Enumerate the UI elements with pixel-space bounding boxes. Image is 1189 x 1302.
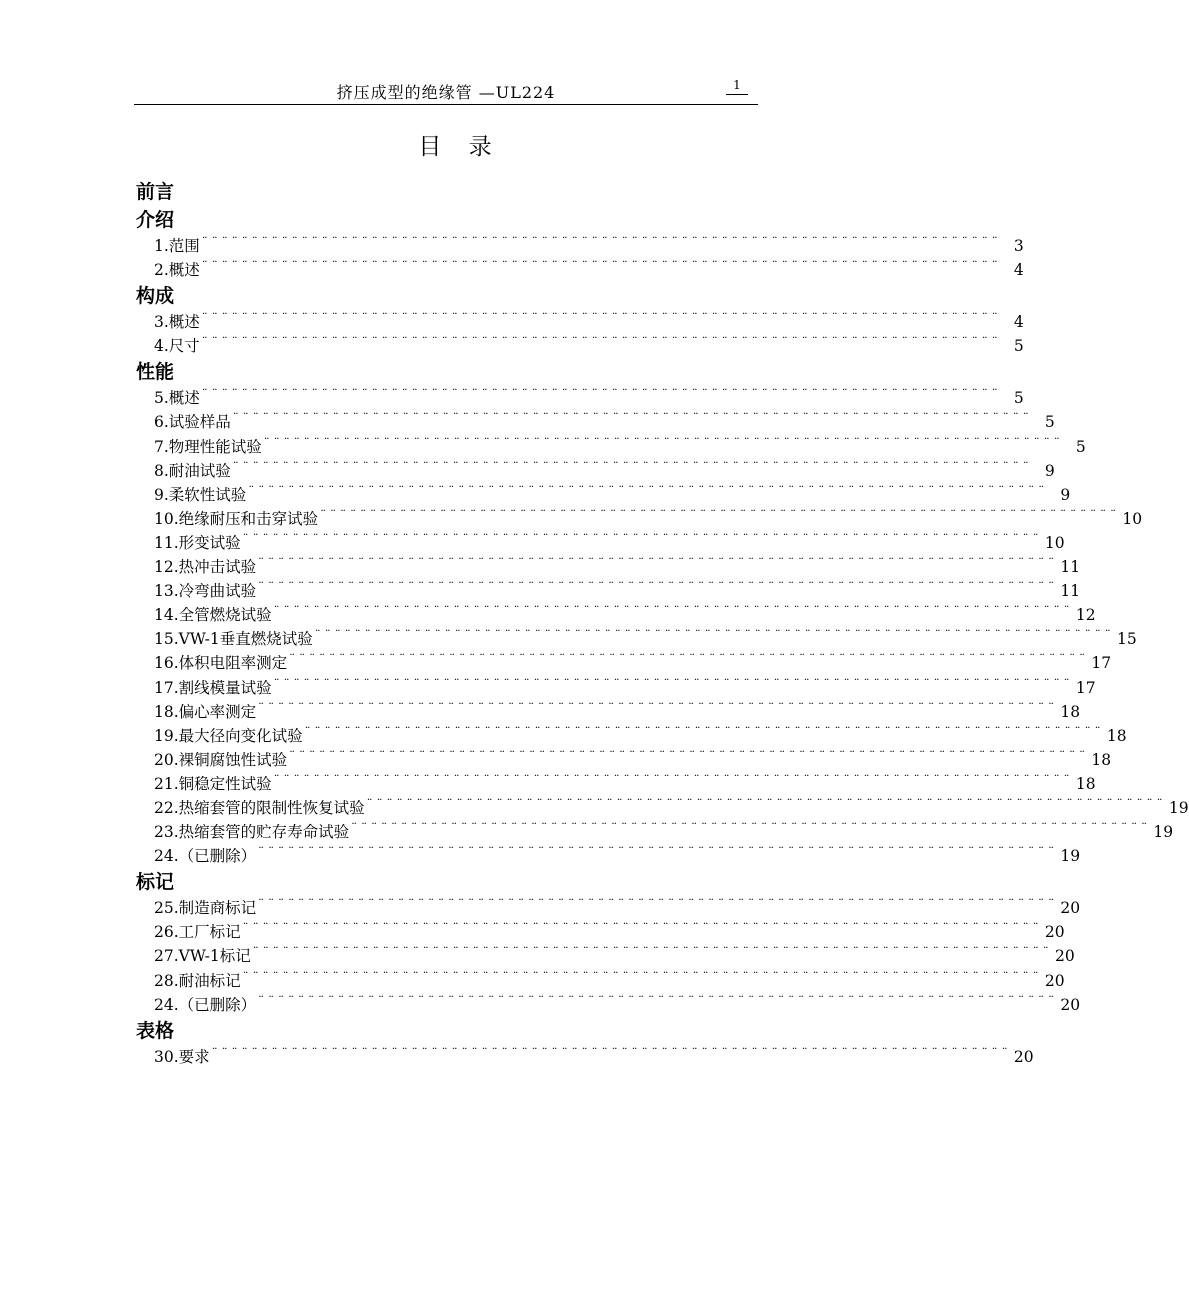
toc-entry-page: 18 (1106, 726, 1127, 745)
toc-entry-label: 9.柔软性试验 (154, 485, 247, 504)
dot-leader: ¨¨¨¨¨¨¨¨¨¨¨¨¨¨¨¨¨¨¨¨¨¨¨¨¨¨¨¨¨¨¨¨¨¨¨¨¨¨¨¨¨¨¨¨¨¨¨¨¨¨¨¨¨¨¨¨¨¨¨¨¨¨¨¨¨¨¨¨¨¨¨¨¨¨¨¨¨¨¨¨ (201, 259, 1002, 274)
dot-leader: ¨¨¨¨¨¨¨¨¨¨¨¨¨¨¨¨¨¨¨¨¨¨¨¨¨¨¨¨¨¨¨¨¨¨¨¨¨¨¨¨¨¨¨¨¨¨¨¨¨¨¨¨¨¨¨¨¨¨¨¨¨¨¨¨¨¨¨¨¨¨¨¨¨¨¨¨¨¨¨¨ (232, 411, 1033, 426)
toc-entry-page: 11 (1060, 558, 1081, 577)
toc-entry-page: 17 (1075, 678, 1096, 697)
toc-entry-page: 5 (1075, 437, 1086, 456)
dot-leader: ¨¨¨¨¨¨¨¨¨¨¨¨¨¨¨¨¨¨¨¨¨¨¨¨¨¨¨¨¨¨¨¨¨¨¨¨¨¨¨¨¨¨¨¨¨¨¨¨¨¨¨¨¨¨¨¨¨¨¨¨¨¨¨¨¨¨¨¨¨¨¨¨¨¨¨¨¨¨¨¨ (289, 748, 1090, 763)
toc-entry-page: 18 (1075, 774, 1096, 793)
toc-entry-label: 25.制造商标记 (154, 899, 257, 918)
toc-entry-page: 19 (1060, 847, 1081, 866)
page-header (134, 78, 758, 105)
toc-entry-label: 3.概述 (154, 313, 200, 332)
table-of-contents (136, 178, 1189, 1069)
toc-entry-page: 17 (1091, 654, 1112, 673)
toc-entry-label: 22.热缩套管的限制性恢复试验 (154, 798, 365, 817)
toc-entry[interactable] (136, 334, 1024, 358)
toc-entry-page: 10 (1122, 509, 1143, 528)
toc-entry-label: 28.耐油标记 (154, 971, 241, 990)
toc-entry-page: 15 (1117, 630, 1137, 649)
toc-entry-label: 12.热冲击试验 (154, 558, 257, 577)
dot-leader: ¨¨¨¨¨¨¨¨¨¨¨¨¨¨¨¨¨¨¨¨¨¨¨¨¨¨¨¨¨¨¨¨¨¨¨¨¨¨¨¨¨¨¨¨¨¨¨¨¨¨¨¨¨¨¨¨¨¨¨¨¨¨¨¨¨¨¨¨¨¨¨¨¨¨¨¨¨¨¨¨ (273, 604, 1074, 619)
dot-leader: ¨¨¨¨¨¨¨¨¨¨¨¨¨¨¨¨¨¨¨¨¨¨¨¨¨¨¨¨¨¨¨¨¨¨¨¨¨¨¨¨¨¨¨¨¨¨¨¨¨¨¨¨¨¨¨¨¨¨¨¨¨¨¨¨¨¨¨¨¨¨¨¨¨¨¨¨¨¨¨¨ (366, 796, 1167, 811)
dot-leader: ¨¨¨¨¨¨¨¨¨¨¨¨¨¨¨¨¨¨¨¨¨¨¨¨¨¨¨¨¨¨¨¨¨¨¨¨¨¨¨¨¨¨¨¨¨¨¨¨¨¨¨¨¨¨¨¨¨¨¨¨¨¨¨¨¨¨¨¨¨¨¨¨¨¨¨¨¨¨¨¨ (314, 628, 1115, 643)
dot-leader: ¨¨¨¨¨¨¨¨¨¨¨¨¨¨¨¨¨¨¨¨¨¨¨¨¨¨¨¨¨¨¨¨¨¨¨¨¨¨¨¨¨¨¨¨¨¨¨¨¨¨¨¨¨¨¨¨¨¨¨¨¨¨¨¨¨¨¨¨¨¨¨¨¨¨¨¨¨¨¨¨ (289, 652, 1090, 667)
toc-entry[interactable] (136, 1045, 1034, 1069)
toc-entry[interactable] (136, 844, 1081, 868)
header-page-number: 1 (726, 78, 748, 95)
dot-leader: ¨¨¨¨¨¨¨¨¨¨¨¨¨¨¨¨¨¨¨¨¨¨¨¨¨¨¨¨¨¨¨¨¨¨¨¨¨¨¨¨¨¨¨¨¨¨¨¨¨¨¨¨¨¨¨¨¨¨¨¨¨¨¨¨¨¨¨¨¨¨¨¨¨¨¨¨¨¨¨¨ (248, 483, 1049, 498)
toc-entry-page: 5 (1013, 389, 1024, 408)
toc-entry-page: 18 (1091, 750, 1112, 769)
dot-leader: ¨¨¨¨¨¨¨¨¨¨¨¨¨¨¨¨¨¨¨¨¨¨¨¨¨¨¨¨¨¨¨¨¨¨¨¨¨¨¨¨¨¨¨¨¨¨¨¨¨¨¨¨¨¨¨¨¨¨¨¨¨¨¨¨¨¨¨¨¨¨¨¨¨¨¨¨¨¨¨¨ (273, 676, 1074, 691)
toc-entry-label: 15.VW-1垂直燃烧试验 (154, 630, 313, 649)
section-heading: 前言 (136, 181, 175, 203)
toc-entry-page: 10 (1044, 533, 1065, 552)
toc-entry-label: 13.冷弯曲试验 (154, 582, 257, 601)
toc-entry-page: 3 (1013, 237, 1024, 255)
toc-entry[interactable] (136, 258, 1024, 282)
toc-entry-label: 19.最大径向变化试验 (154, 726, 303, 745)
toc-entry-label: 7.物理性能试验 (154, 437, 262, 456)
toc-entry-label: 17.割线模量试验 (154, 678, 272, 697)
toc-entry-page: 20 (1055, 947, 1075, 966)
dot-leader: ¨¨¨¨¨¨¨¨¨¨¨¨¨¨¨¨¨¨¨¨¨¨¨¨¨¨¨¨¨¨¨¨¨¨¨¨¨¨¨¨¨¨¨¨¨¨¨¨¨¨¨¨¨¨¨¨¨¨¨¨¨¨¨¨¨¨¨¨¨¨¨¨¨¨¨¨¨¨¨¨ (201, 335, 1002, 350)
dot-leader: ¨¨¨¨¨¨¨¨¨¨¨¨¨¨¨¨¨¨¨¨¨¨¨¨¨¨¨¨¨¨¨¨¨¨¨¨¨¨¨¨¨¨¨¨¨¨¨¨¨¨¨¨¨¨¨¨¨¨¨¨¨¨¨¨¨¨¨¨¨¨¨¨¨¨¨¨¨¨¨¨ (258, 700, 1059, 715)
toc-entry-label: 27.VW-1标记 (154, 947, 251, 966)
toc-entry-page: 19 (1153, 823, 1174, 842)
dot-leader: ¨¨¨¨¨¨¨¨¨¨¨¨¨¨¨¨¨¨¨¨¨¨¨¨¨¨¨¨¨¨¨¨¨¨¨¨¨¨¨¨¨¨¨¨¨¨¨¨¨¨¨¨¨¨¨¨¨¨¨¨¨¨¨¨¨¨¨¨¨¨¨¨¨¨¨¨¨¨¨¨ (201, 235, 1002, 249)
toc-entry-page: 11 (1060, 582, 1081, 601)
toc-entry-label: 11.形变试验 (154, 533, 241, 552)
toc-entry-page: 20 (1044, 971, 1065, 990)
dot-leader: ¨¨¨¨¨¨¨¨¨¨¨¨¨¨¨¨¨¨¨¨¨¨¨¨¨¨¨¨¨¨¨¨¨¨¨¨¨¨¨¨¨¨¨¨¨¨¨¨¨¨¨¨¨¨¨¨¨¨¨¨¨¨¨¨¨¨¨¨¨¨¨¨¨¨¨¨¨¨¨¨ (242, 531, 1043, 546)
toc-entry-label: 24.（已删除） (154, 847, 257, 866)
dot-leader: ¨¨¨¨¨¨¨¨¨¨¨¨¨¨¨¨¨¨¨¨¨¨¨¨¨¨¨¨¨¨¨¨¨¨¨¨¨¨¨¨¨¨¨¨¨¨¨¨¨¨¨¨¨¨¨¨¨¨¨¨¨¨¨¨¨¨¨¨¨¨¨¨¨¨¨¨¨¨¨¨ (258, 580, 1059, 595)
toc-entry-page: 5 (1013, 337, 1024, 356)
dot-leader: ¨¨¨¨¨¨¨¨¨¨¨¨¨¨¨¨¨¨¨¨¨¨¨¨¨¨¨¨¨¨¨¨¨¨¨¨¨¨¨¨¨¨¨¨¨¨¨¨¨¨¨¨¨¨¨¨¨¨¨¨¨¨¨¨¨¨¨¨¨¨¨¨¨¨¨¨¨¨¨¨ (273, 772, 1074, 787)
dot-leader: ¨¨¨¨¨¨¨¨¨¨¨¨¨¨¨¨¨¨¨¨¨¨¨¨¨¨¨¨¨¨¨¨¨¨¨¨¨¨¨¨¨¨¨¨¨¨¨¨¨¨¨¨¨¨¨¨¨¨¨¨¨¨¨¨¨¨¨¨¨¨¨¨¨¨¨¨¨¨¨¨ (242, 969, 1043, 984)
dot-leader: ¨¨¨¨¨¨¨¨¨¨¨¨¨¨¨¨¨¨¨¨¨¨¨¨¨¨¨¨¨¨¨¨¨¨¨¨¨¨¨¨¨¨¨¨¨¨¨¨¨¨¨¨¨¨¨¨¨¨¨¨¨¨¨¨¨¨¨¨¨¨¨¨¨¨¨¨¨¨¨¨ (201, 387, 1002, 402)
toc-entry-page: 12 (1075, 606, 1096, 625)
dot-leader: ¨¨¨¨¨¨¨¨¨¨¨¨¨¨¨¨¨¨¨¨¨¨¨¨¨¨¨¨¨¨¨¨¨¨¨¨¨¨¨¨¨¨¨¨¨¨¨¨¨¨¨¨¨¨¨¨¨¨¨¨¨¨¨¨¨¨¨¨¨¨¨¨¨¨¨¨¨¨¨¨ (258, 897, 1059, 912)
toc-entry-label: 2.概述 (154, 261, 200, 280)
dot-leader: ¨¨¨¨¨¨¨¨¨¨¨¨¨¨¨¨¨¨¨¨¨¨¨¨¨¨¨¨¨¨¨¨¨¨¨¨¨¨¨¨¨¨¨¨¨¨¨¨¨¨¨¨¨¨¨¨¨¨¨¨¨¨¨¨¨¨¨¨¨¨¨¨¨¨¨¨¨¨¨¨ (258, 556, 1059, 571)
toc-title: 目 录 (418, 134, 502, 160)
toc-entry-page: 20 (1044, 923, 1065, 942)
toc-entry-page: 9 (1044, 461, 1055, 480)
dot-leader: ¨¨¨¨¨¨¨¨¨¨¨¨¨¨¨¨¨¨¨¨¨¨¨¨¨¨¨¨¨¨¨¨¨¨¨¨¨¨¨¨¨¨¨¨¨¨¨¨¨¨¨¨¨¨¨¨¨¨¨¨¨¨¨¨¨¨¨¨¨¨¨¨¨¨¨¨¨¨¨¨ (304, 724, 1105, 739)
toc-entry[interactable] (136, 993, 1081, 1017)
toc-entry-label: 23.热缩套管的贮存寿命试验 (154, 823, 350, 842)
dot-leader: ¨¨¨¨¨¨¨¨¨¨¨¨¨¨¨¨¨¨¨¨¨¨¨¨¨¨¨¨¨¨¨¨¨¨¨¨¨¨¨¨¨¨¨¨¨¨¨¨¨¨¨¨¨¨¨¨¨¨¨¨¨¨¨¨¨¨¨¨¨¨¨¨¨¨¨¨¨¨¨¨ (258, 845, 1059, 860)
toc-entry-label: 5.概述 (154, 389, 200, 408)
toc-entry-label: 21.铜稳定性试验 (154, 774, 272, 793)
section-heading: 标记 (136, 871, 175, 894)
toc-entry-page: 4 (1013, 261, 1024, 280)
toc-entry-label: 24.（已删除） (154, 995, 257, 1014)
dot-leader: ¨¨¨¨¨¨¨¨¨¨¨¨¨¨¨¨¨¨¨¨¨¨¨¨¨¨¨¨¨¨¨¨¨¨¨¨¨¨¨¨¨¨¨¨¨¨¨¨¨¨¨¨¨¨¨¨¨¨¨¨¨¨¨¨¨¨¨¨¨¨¨¨¨¨¨¨¨¨¨¨ (252, 945, 1053, 960)
dot-leader: ¨¨¨¨¨¨¨¨¨¨¨¨¨¨¨¨¨¨¨¨¨¨¨¨¨¨¨¨¨¨¨¨¨¨¨¨¨¨¨¨¨¨¨¨¨¨¨¨¨¨¨¨¨¨¨¨¨¨¨¨¨¨¨¨¨¨¨¨¨¨¨¨¨¨¨¨¨¨¨¨ (242, 921, 1043, 936)
dot-leader: ¨¨¨¨¨¨¨¨¨¨¨¨¨¨¨¨¨¨¨¨¨¨¨¨¨¨¨¨¨¨¨¨¨¨¨¨¨¨¨¨¨¨¨¨¨¨¨¨¨¨¨¨¨¨¨¨¨¨¨¨¨¨¨¨¨¨¨¨¨¨¨¨¨¨¨¨¨¨¨¨ (258, 993, 1059, 1008)
dot-leader: ¨¨¨¨¨¨¨¨¨¨¨¨¨¨¨¨¨¨¨¨¨¨¨¨¨¨¨¨¨¨¨¨¨¨¨¨¨¨¨¨¨¨¨¨¨¨¨¨¨¨¨¨¨¨¨¨¨¨¨¨¨¨¨¨¨¨¨¨¨¨¨¨¨¨¨¨¨¨¨¨ (263, 435, 1064, 450)
dot-leader: ¨¨¨¨¨¨¨¨¨¨¨¨¨¨¨¨¨¨¨¨¨¨¨¨¨¨¨¨¨¨¨¨¨¨¨¨¨¨¨¨¨¨¨¨¨¨¨¨¨¨¨¨¨¨¨¨¨¨¨¨¨¨¨¨¨¨¨¨¨¨¨¨¨¨¨¨¨¨¨¨ (211, 1045, 1012, 1060)
dot-leader: ¨¨¨¨¨¨¨¨¨¨¨¨¨¨¨¨¨¨¨¨¨¨¨¨¨¨¨¨¨¨¨¨¨¨¨¨¨¨¨¨¨¨¨¨¨¨¨¨¨¨¨¨¨¨¨¨¨¨¨¨¨¨¨¨¨¨¨¨¨¨¨¨¨¨¨¨¨¨¨¨ (201, 311, 1002, 326)
toc-entry-label: 30.要求 (154, 1047, 210, 1066)
toc-entry-page: 20 (1060, 995, 1081, 1014)
toc-entry-page: 4 (1013, 313, 1024, 332)
toc-entry-label: 8.耐油试验 (154, 461, 231, 480)
toc-entry-label: 14.全管燃烧试验 (154, 606, 272, 625)
toc-entry-page: 5 (1044, 413, 1055, 432)
toc-entry-page: 9 (1060, 485, 1071, 504)
toc-entry-label: 20.裸铜腐蚀性试验 (154, 750, 288, 769)
toc-entry-label: 4.尺寸 (154, 337, 200, 356)
dot-leader: ¨¨¨¨¨¨¨¨¨¨¨¨¨¨¨¨¨¨¨¨¨¨¨¨¨¨¨¨¨¨¨¨¨¨¨¨¨¨¨¨¨¨¨¨¨¨¨¨¨¨¨¨¨¨¨¨¨¨¨¨¨¨¨¨¨¨¨¨¨¨¨¨¨¨¨¨¨¨¨¨ (232, 459, 1033, 474)
toc-entry-page: 20 (1013, 1047, 1034, 1066)
section-heading: 性能 (136, 361, 175, 384)
section-heading: 构成 (136, 285, 175, 308)
toc-entry-label: 1.范围 (154, 237, 200, 255)
dot-leader: ¨¨¨¨¨¨¨¨¨¨¨¨¨¨¨¨¨¨¨¨¨¨¨¨¨¨¨¨¨¨¨¨¨¨¨¨¨¨¨¨¨¨¨¨¨¨¨¨¨¨¨¨¨¨¨¨¨¨¨¨¨¨¨¨¨¨¨¨¨¨¨¨¨¨¨¨¨¨¨¨ (351, 821, 1152, 836)
section-heading: 介绍 (136, 209, 175, 231)
section-heading: 表格 (136, 1019, 175, 1042)
toc-entry-label: 6.试验样品 (154, 413, 231, 432)
toc-entry-label: 16.体积电阻率测定 (154, 654, 288, 673)
header-title: 挤压成型的绝缘管 —UL224 (336, 83, 556, 102)
toc-entry-page: 18 (1060, 702, 1081, 721)
toc-entry-label: 10.绝缘耐压和击穿试验 (154, 509, 319, 528)
toc-entry-label: 26.工厂标记 (154, 923, 241, 942)
toc-entry-page: 20 (1060, 899, 1081, 918)
toc-entry-page: 19 (1168, 798, 1189, 817)
dot-leader: ¨¨¨¨¨¨¨¨¨¨¨¨¨¨¨¨¨¨¨¨¨¨¨¨¨¨¨¨¨¨¨¨¨¨¨¨¨¨¨¨¨¨¨¨¨¨¨¨¨¨¨¨¨¨¨¨¨¨¨¨¨¨¨¨¨¨¨¨¨¨¨¨¨¨¨¨¨¨¨¨ (320, 507, 1121, 522)
toc-entry-label: 18.偏心率测定 (154, 702, 257, 721)
